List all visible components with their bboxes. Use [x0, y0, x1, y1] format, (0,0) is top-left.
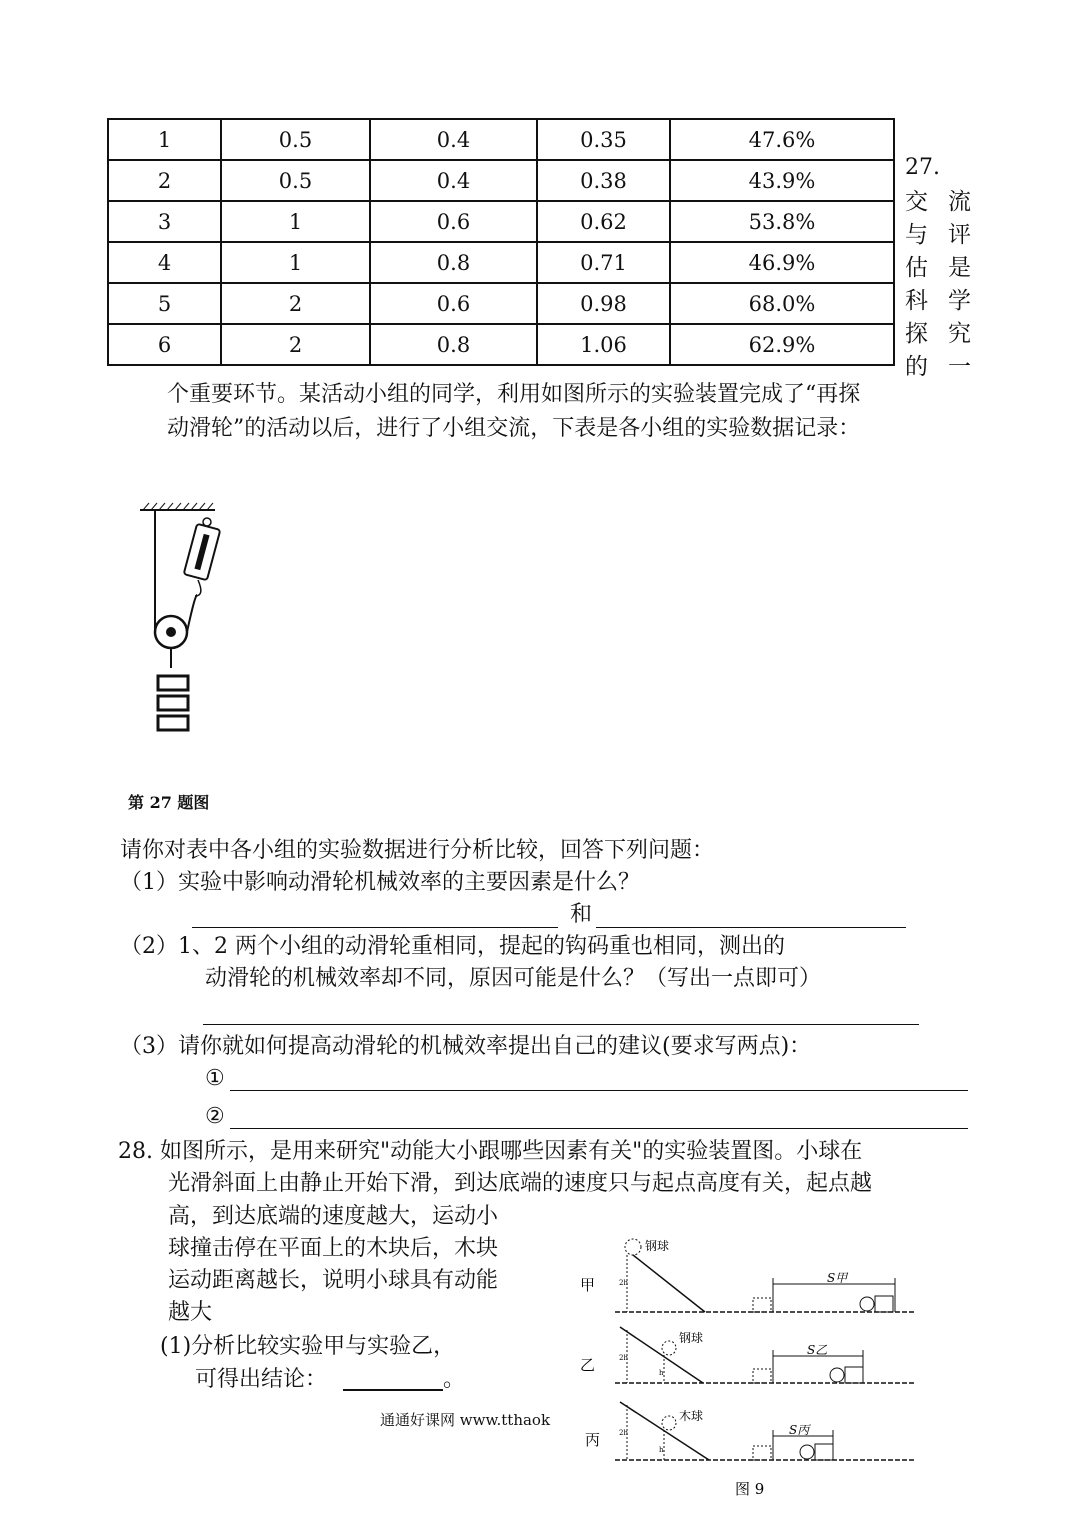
pulley-figure	[135, 500, 235, 735]
table-cell: 4	[108, 242, 221, 283]
table-cell: 0.4	[370, 119, 537, 160]
q27-question2-line2: 动滑轮的机械效率却不同，原因可能是什么？（写出一点即可）	[205, 966, 822, 991]
wood-ball-bing	[662, 1416, 676, 1430]
table-row	[108, 324, 894, 365]
side-char: 究	[948, 321, 971, 347]
q1-and-text: 和	[570, 902, 593, 927]
side-char: 交	[905, 189, 928, 215]
side-text-row	[905, 282, 971, 315]
table-row	[108, 283, 894, 324]
q28-line5: 运动距离越长，说明小球具有动能	[168, 1268, 499, 1293]
watermark: 通通好课网 www.tthaok	[380, 1411, 551, 1429]
q28-line6: 越大	[168, 1300, 213, 1325]
svg-text:h: h	[659, 1369, 664, 1377]
side-text-row	[905, 216, 971, 249]
q3-answer-blank-2[interactable]	[230, 1128, 968, 1129]
side-char: 的	[905, 354, 928, 380]
row-label-yi: 乙	[580, 1356, 596, 1374]
svg-text:2h: 2h	[619, 1354, 628, 1362]
q27-intro-line2: 动滑轮”的活动以后，进行了小组交流，下表是各小组的实验数据记录：	[167, 416, 861, 441]
table-cell: 0.8	[370, 324, 537, 365]
q27-question1: （1）实验中影响动滑轮机械效率的主要因素是什么？	[120, 870, 640, 895]
svg-text:2h: 2h	[619, 1429, 628, 1437]
side-char: 与	[905, 222, 928, 248]
q3-answer-blank-1[interactable]	[230, 1090, 968, 1091]
table-cell: 0.98	[537, 283, 670, 324]
ball-label-bing: 木球	[679, 1409, 704, 1423]
table-cell: 0.4	[370, 160, 537, 201]
q2-answer-blank[interactable]	[203, 1024, 919, 1025]
table-cell: 2	[108, 160, 221, 201]
q1-answer-blank-2[interactable]	[596, 927, 906, 928]
q27-intro-line1: 个重要环节。某活动小组的同学，利用如图所示的实验装置完成了“再探	[167, 382, 861, 407]
table-cell: 0.71	[537, 242, 670, 283]
q3-item2-marker: ②	[205, 1104, 225, 1129]
figure-9	[575, 1230, 925, 1500]
side-char: 估	[905, 255, 928, 281]
figure-9-caption: 图 9	[735, 1480, 765, 1498]
q3-item1-marker: ①	[205, 1066, 225, 1091]
q27-side-text	[905, 183, 971, 381]
table-row	[108, 242, 894, 283]
table-cell: 0.35	[537, 119, 670, 160]
q28-line3: 高，到达底端的速度越大，运动小	[168, 1204, 499, 1229]
q28-sub1-line2: 可得出结论：	[195, 1367, 328, 1392]
table-cell: 0.6	[370, 283, 537, 324]
ball-label-yi: 钢球	[679, 1331, 704, 1345]
table-cell: 5	[108, 283, 221, 324]
q27-question2-line1: （2）1、2 两个小组的动滑轮重相同，提起的钩码重也相同，测出的	[120, 934, 785, 959]
svg-text:h: h	[659, 1446, 664, 1454]
table-cell: 1	[221, 242, 370, 283]
table-row	[108, 160, 894, 201]
table-cell: 0.62	[537, 201, 670, 242]
side-char: 一	[948, 354, 971, 380]
side-char: 科	[905, 288, 928, 314]
table-cell: 0.5	[221, 119, 370, 160]
table-cell: 43.9%	[670, 160, 894, 201]
q28-sub1-answer-blank[interactable]	[343, 1389, 443, 1391]
data-table	[107, 118, 895, 366]
side-char: 流	[948, 189, 971, 215]
q27-question3: （3）请你就如何提高动滑轮的机械效率提出自己的建议(要求写两点)：	[120, 1034, 812, 1059]
side-char: 学	[948, 288, 971, 314]
q28-sub1-line1: (1)分析比较实验甲与实验乙，	[160, 1334, 456, 1359]
q27-prompt: 请你对表中各小组的实验数据进行分析比较，回答下列问题：	[120, 838, 715, 863]
side-char: 评	[948, 222, 971, 248]
table-cell: 46.9%	[670, 242, 894, 283]
svg-text:2h: 2h	[619, 1279, 628, 1287]
figure-27-caption: 第 27 题图	[128, 793, 210, 812]
side-text-row	[905, 249, 971, 282]
row-bing	[585, 1402, 915, 1460]
q1-answer-blank-1[interactable]	[192, 927, 558, 928]
side-text-row	[905, 315, 971, 348]
table-row	[108, 119, 894, 160]
table-cell: 6	[108, 324, 221, 365]
q28-line4: 球撞击停在平面上的木块后，木块	[168, 1236, 499, 1261]
table-cell: 62.9%	[670, 324, 894, 365]
table-cell: 53.8%	[670, 201, 894, 242]
side-char: 是	[948, 255, 971, 281]
steel-ball-yi	[662, 1341, 676, 1355]
table-cell: 0.5	[221, 160, 370, 201]
table-cell: 0.38	[537, 160, 670, 201]
table-cell: 3	[108, 201, 221, 242]
q27-number: 27.	[905, 155, 940, 180]
side-text-row	[905, 183, 971, 216]
table-cell: 1	[108, 119, 221, 160]
table-cell: 2	[221, 283, 370, 324]
distance-label-bing: S丙	[789, 1423, 810, 1437]
q28-line1: 28. 如图所示，是用来研究"动能大小跟哪些因素有关"的实验装置图。小球在	[118, 1139, 863, 1164]
table-cell: 0.6	[370, 201, 537, 242]
q28-line2: 光滑斜面上由静止开始下滑，到达底端的速度只与起点高度有关，起点越	[168, 1171, 873, 1196]
row-jia	[580, 1238, 915, 1312]
row-yi	[580, 1327, 915, 1383]
ball-label-jia: 钢球	[645, 1239, 670, 1253]
table-cell: 47.6%	[670, 119, 894, 160]
q28-sub1-end: 。	[443, 1367, 466, 1392]
row-label-jia: 甲	[580, 1276, 596, 1294]
table-cell: 2	[221, 324, 370, 365]
table-cell: 1	[221, 201, 370, 242]
row-label-bing: 丙	[585, 1431, 601, 1449]
table-cell: 0.8	[370, 242, 537, 283]
table-row	[108, 201, 894, 242]
distance-label-jia: S甲	[827, 1271, 848, 1285]
side-text-row	[905, 348, 971, 381]
distance-label-yi: S乙	[807, 1343, 828, 1357]
table-cell: 1.06	[537, 324, 670, 365]
steel-ball-jia	[625, 1239, 641, 1255]
side-char: 探	[905, 321, 928, 347]
table-cell: 68.0%	[670, 283, 894, 324]
